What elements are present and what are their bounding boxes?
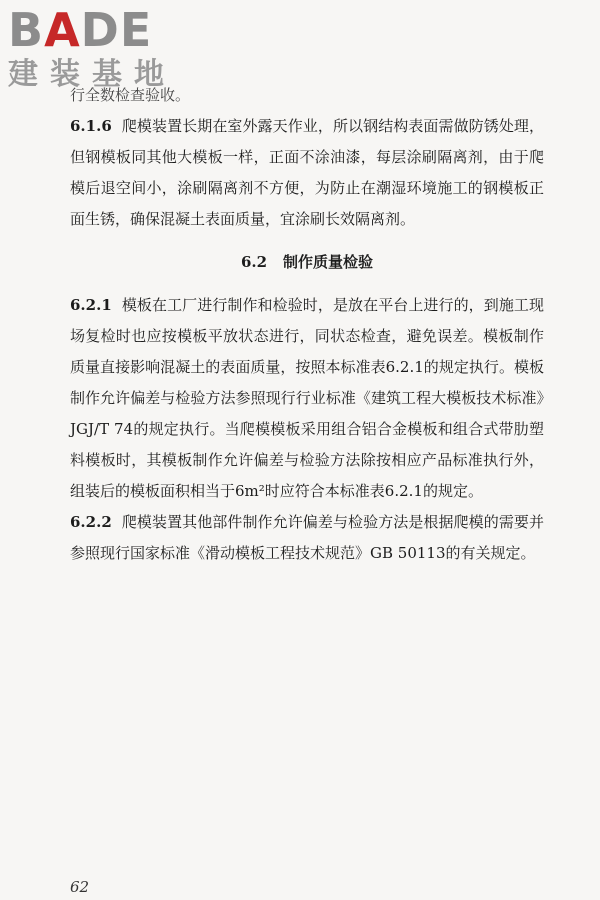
logo-letter-b: B <box>8 3 45 57</box>
clause-6-2-1 <box>70 290 544 507</box>
logo-wordmark <box>8 4 152 56</box>
clause-6-2-2 <box>70 507 544 569</box>
clause-text: 爬模装置长期在室外露天作业，所以钢结构表面需做防锈处理，但钢模板同其他大模板一样，正面不涂油漆，每层涂刷隔离剂，由于爬模后退空间小，涂刷隔离剂不方便，为防止在潮湿环境施工的钢模板正面生锈，确保混凝土表面质量，宜涂刷长效隔离剂。 <box>70 117 544 228</box>
logo <box>8 4 178 92</box>
page-number: 62 <box>70 878 90 896</box>
carryover-fragment: 行全数检查验收。 <box>70 86 191 104</box>
logo-letter-a: A <box>44 3 81 57</box>
clause-number: 6.2.2 <box>70 513 112 531</box>
clause-text: 模板在工厂进行制作和检验时，是放在平台上进行的，到施工现场复检时也应按模板平放状态进行，同状态检查，避免误差。模板制作质量直接影响混凝土的表面质量，按照本标准表6.2.1的规定执行。模板制作允许偏差与检验方法参照现行行业标准《建筑工程大模板技术标准》JGJ/T 74的规定执行。当爬模模板采用组合铝合金模板和组合式带肋塑料模板时，其模板制作允许偏差与检验方法除按相应产品标准执行外，组装后的模板面积相当于6m²时应符合本标准表6.2.1的规定。 <box>70 296 544 500</box>
logo-subtitle: 建装基地 <box>8 57 176 92</box>
clause-text: 爬模装置其他部件制作允许偏差与检验方法是根据爬模的需要并参照现行国家标准《滑动模板工程技术规范》GB 50113的有关规定。 <box>70 513 544 562</box>
clause-number: 6.1.6 <box>70 117 112 135</box>
section-title: 制作质量检验 <box>283 253 374 271</box>
section-heading <box>70 247 544 278</box>
clause-6-1-6 <box>70 111 544 235</box>
logo-letters-de: DE <box>80 3 153 57</box>
document-body <box>70 80 544 569</box>
section-number: 6.2 <box>240 253 268 271</box>
clause-number: 6.2.1 <box>70 296 112 314</box>
